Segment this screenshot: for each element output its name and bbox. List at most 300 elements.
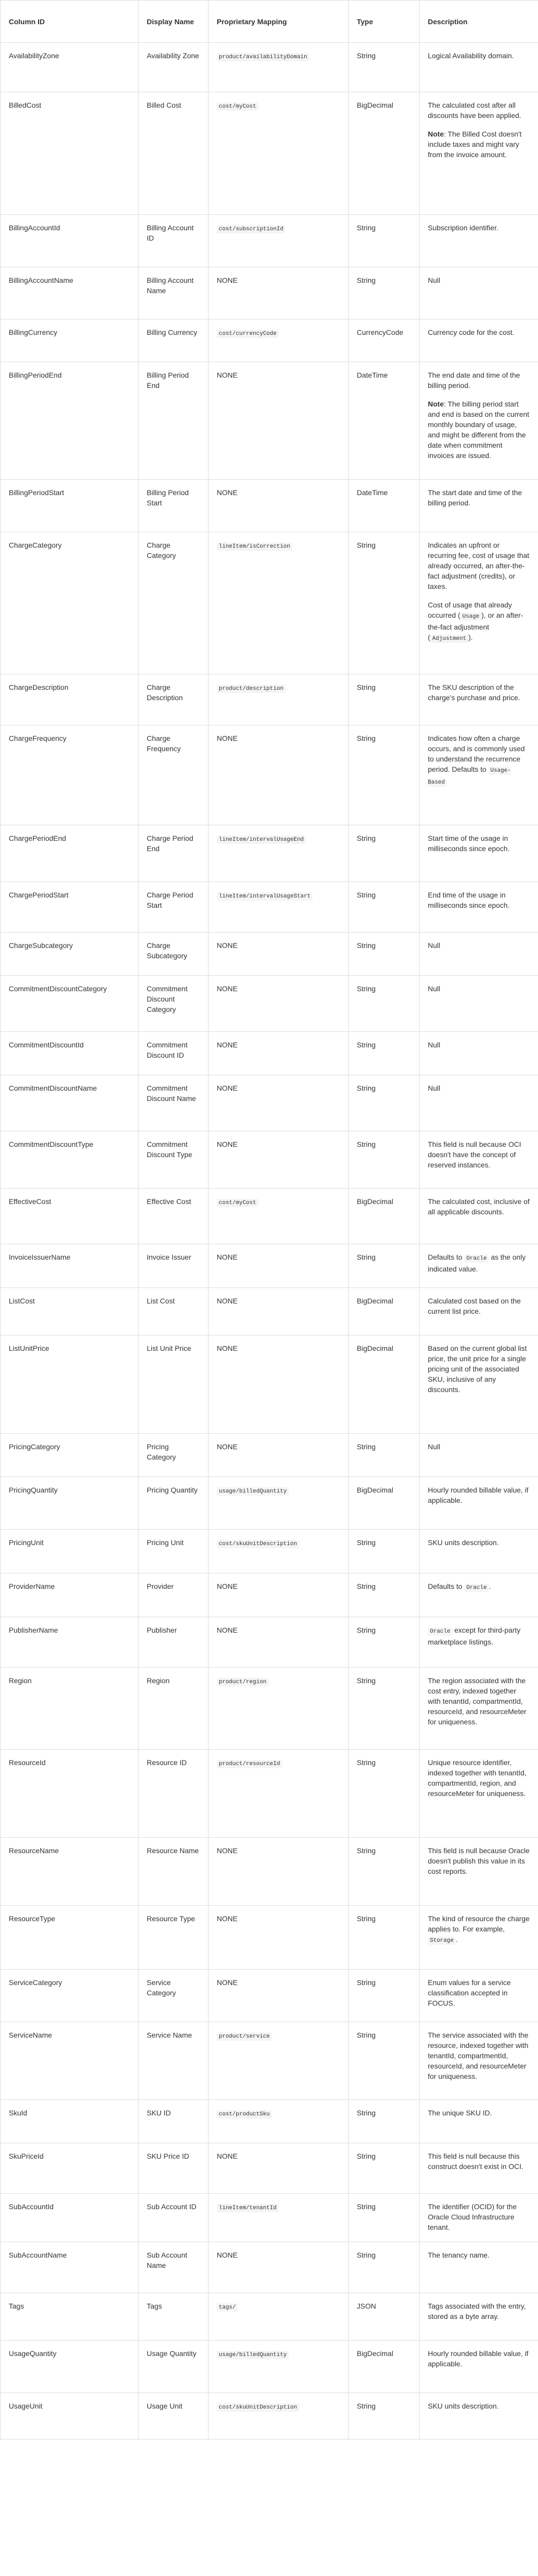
text-run: This field is null because OCI doesn't have the concept of reserved instances.	[428, 1140, 522, 1169]
description-cell	[420, 1477, 538, 1530]
type-cell: BigDecimal	[349, 1477, 420, 1530]
display-name-cell: Commitment Discount Type	[138, 1131, 209, 1189]
column-id-cell: SkuId	[1, 2100, 138, 2143]
description-cell	[420, 1244, 538, 1288]
inline-code: cost/myCost	[217, 103, 258, 111]
inline-code: usage/billedQuantity	[217, 2351, 289, 2359]
type-cell: String	[349, 1970, 420, 2022]
text-run: Logical Availability domain.	[428, 52, 514, 60]
description-cell	[420, 1750, 538, 1838]
type-cell: BigDecimal	[349, 1335, 420, 1434]
description-cell	[420, 1189, 538, 1244]
display-name-cell: SKU ID	[138, 2100, 209, 2143]
table-row	[1, 1434, 538, 1477]
text-run: .	[489, 1582, 491, 1590]
text-run: :	[444, 130, 448, 138]
column-id-cell: ChargePeriodEnd	[1, 825, 138, 882]
display-name-cell: Provider	[138, 1573, 209, 1617]
table-row	[1, 2194, 538, 2242]
description-paragraph	[428, 1343, 530, 1395]
description-paragraph	[428, 370, 530, 391]
header-display-name: Display Name	[138, 1, 209, 43]
description-paragraph	[428, 1625, 530, 1647]
description-paragraph	[428, 1485, 530, 1505]
table-row	[1, 933, 538, 976]
inline-code: lineItem/isCorrection	[217, 543, 292, 551]
display-name-cell: Billed Cost	[138, 92, 209, 215]
table-row	[1, 2293, 538, 2341]
proprietary-mapping-cell: NONE	[209, 725, 349, 825]
description-cell	[420, 933, 538, 976]
description-cell	[420, 1838, 538, 1906]
text-run: The Billed Cost doesn't include taxes and might vary from the invoice amount.	[428, 130, 522, 159]
table-row	[1, 2100, 538, 2143]
description-cell	[420, 2341, 538, 2393]
column-id-cell: AvailabilityZone	[1, 43, 138, 92]
text-run: Indicates an upfront or recurring fee, cost of usage that already occurred, an after-the-fact adjustment (credits), or taxes.	[428, 541, 529, 590]
type-cell: String	[349, 2242, 420, 2293]
type-cell: String	[349, 2393, 420, 2439]
description-paragraph	[428, 1083, 530, 1093]
description-paragraph	[428, 940, 530, 951]
inline-code: lineItem/tenantId	[217, 2204, 279, 2212]
description-paragraph	[428, 890, 530, 910]
table-row	[1, 976, 538, 1032]
inline-code: Oracle	[464, 1584, 489, 1592]
text-run: as the only indicated value.	[428, 1253, 526, 1273]
type-cell: CurrencyCode	[349, 319, 420, 362]
description-cell	[420, 1032, 538, 1075]
column-id-cell: BillingAccountName	[1, 267, 138, 319]
display-name-cell: Commitment Discount Name	[138, 1075, 209, 1131]
description-paragraph	[428, 1757, 530, 1799]
header-column-id: Column ID	[1, 1, 138, 43]
inline-code: cost/currencyCode	[217, 330, 279, 338]
table-row	[1, 1970, 538, 2022]
text-run: The billing period start and end is based on the current monthly boundary of usage, and might be different from the date when commitment invoices are issued.	[428, 400, 529, 460]
note-paragraph	[428, 399, 530, 461]
inline-code: Usage	[460, 613, 481, 621]
proprietary-mapping-cell: NONE	[209, 1288, 349, 1335]
table-row	[1, 1668, 538, 1750]
display-name-cell: Commitment Discount Category	[138, 976, 209, 1032]
table-row	[1, 1573, 538, 1617]
inline-code: cost/skuUnitDescription	[217, 1540, 299, 1548]
display-name-cell: Sub Account Name	[138, 2242, 209, 2293]
table-row	[1, 1288, 538, 1335]
display-name-cell: Billing Period End	[138, 362, 209, 480]
description-paragraph	[428, 1581, 530, 1593]
proprietary-mapping-cell: NONE	[209, 1838, 349, 1906]
display-name-cell: Resource Type	[138, 1906, 209, 1970]
text-run: The tenancy name.	[428, 2251, 490, 2259]
description-paragraph	[428, 1196, 530, 1217]
display-name-cell: Usage Quantity	[138, 2341, 209, 2393]
description-paragraph	[428, 50, 530, 61]
proprietary-mapping-cell: NONE	[209, 1906, 349, 1970]
column-id-cell: EffectiveCost	[1, 1189, 138, 1244]
table-row	[1, 92, 538, 215]
description-paragraph	[428, 275, 530, 285]
text-run: Based on the current global list price, the unit price for a single pricing unit of the associated SKU, inclusive of any discounts.	[428, 1344, 527, 1394]
column-id-cell: PricingQuantity	[1, 1477, 138, 1530]
table-row	[1, 1131, 538, 1189]
inline-code: lineItem/intervalUsageStart	[217, 892, 313, 901]
display-name-cell: Sub Account ID	[138, 2194, 209, 2242]
type-cell: String	[349, 215, 420, 267]
proprietary-mapping-cell	[209, 215, 349, 267]
column-id-cell: CommitmentDiscountType	[1, 1131, 138, 1189]
table-row	[1, 725, 538, 825]
type-cell: String	[349, 2022, 420, 2100]
description-paragraph	[428, 1139, 530, 1170]
table-row	[1, 1617, 538, 1668]
table-header-row	[1, 1, 538, 43]
type-cell: String	[349, 1434, 420, 1477]
text-run: Calculated cost based on the current list price.	[428, 1297, 521, 1315]
description-cell	[420, 976, 538, 1032]
proprietary-mapping-cell: NONE	[209, 1970, 349, 2022]
column-id-cell: BilledCost	[1, 92, 138, 215]
display-name-cell: Tags	[138, 2293, 209, 2341]
table-row	[1, 1530, 538, 1573]
type-cell: String	[349, 267, 420, 319]
proprietary-mapping-cell	[209, 1189, 349, 1244]
description-cell	[420, 2022, 538, 2100]
type-cell: BigDecimal	[349, 1189, 420, 1244]
description-paragraph	[428, 327, 530, 337]
table-row	[1, 43, 538, 92]
note-label: Note	[428, 400, 444, 408]
column-id-cell: ResourceName	[1, 1838, 138, 1906]
description-cell	[420, 2194, 538, 2242]
display-name-cell: Charge Frequency	[138, 725, 209, 825]
text-run: Null	[428, 1041, 441, 1049]
display-name-cell: Billing Account Name	[138, 267, 209, 319]
display-name-cell: Service Name	[138, 2022, 209, 2100]
proprietary-mapping-cell: NONE	[209, 1335, 349, 1434]
text-run: ), or an after-the-fact adjustment (	[428, 611, 523, 641]
display-name-cell: List Unit Price	[138, 1335, 209, 1434]
column-id-cell: CommitmentDiscountId	[1, 1032, 138, 1075]
table-row	[1, 1838, 538, 1906]
type-cell: String	[349, 1075, 420, 1131]
proprietary-mapping-cell: NONE	[209, 480, 349, 532]
type-cell: String	[349, 674, 420, 725]
proprietary-mapping-cell: NONE	[209, 2143, 349, 2194]
table-row	[1, 1244, 538, 1288]
proprietary-mapping-cell: NONE	[209, 267, 349, 319]
description-paragraph	[428, 1675, 530, 1727]
type-cell: String	[349, 933, 420, 976]
proprietary-mapping-cell	[209, 92, 349, 215]
table-row	[1, 1189, 538, 1244]
column-id-cell: ChargeSubcategory	[1, 933, 138, 976]
inline-code: Storage	[428, 1937, 456, 1945]
inline-code: cost/subscriptionId	[217, 225, 285, 233]
type-cell: String	[349, 1750, 420, 1838]
description-paragraph	[428, 1252, 530, 1274]
text-run: The region associated with the cost entry, indexed together with tenantId, compartmentId, resourceId, and resourceMeter for uniqueness.	[428, 1676, 527, 1726]
inline-code: product/resourceId	[217, 1760, 282, 1768]
text-run: SKU units description.	[428, 1538, 499, 1547]
text-run: Subscription identifier.	[428, 224, 498, 232]
type-cell: String	[349, 1573, 420, 1617]
description-cell	[420, 674, 538, 725]
type-cell: String	[349, 1668, 420, 1750]
text-run: Start time of the usage in milliseconds since epoch.	[428, 834, 510, 853]
type-cell: String	[349, 43, 420, 92]
description-paragraph	[428, 540, 530, 591]
proprietary-mapping-cell: NONE	[209, 2242, 349, 2293]
column-id-cell: Tags	[1, 2293, 138, 2341]
description-paragraph	[428, 600, 530, 644]
table-row	[1, 319, 538, 362]
display-name-cell: Billing Period Start	[138, 480, 209, 532]
display-name-cell: Service Category	[138, 1970, 209, 2022]
type-cell: String	[349, 1530, 420, 1573]
type-cell: String	[349, 825, 420, 882]
type-cell: String	[349, 2100, 420, 2143]
description-cell	[420, 319, 538, 362]
type-cell: DateTime	[349, 362, 420, 480]
type-cell: String	[349, 882, 420, 933]
display-name-cell: Availability Zone	[138, 43, 209, 92]
proprietary-mapping-cell	[209, 1668, 349, 1750]
text-run: Null	[428, 941, 441, 950]
display-name-cell: Charge Category	[138, 532, 209, 674]
column-id-cell: ServiceCategory	[1, 1970, 138, 2022]
note-paragraph	[428, 129, 530, 160]
inline-code: Oracle	[464, 1255, 489, 1263]
text-run: This field is null because this construct doesn't exist in OCI.	[428, 2152, 524, 2171]
description-cell	[420, 2143, 538, 2194]
column-id-cell: ProviderName	[1, 1573, 138, 1617]
description-paragraph	[428, 1040, 530, 1050]
type-cell: String	[349, 2143, 420, 2194]
table-row	[1, 267, 538, 319]
description-paragraph	[428, 2151, 530, 2172]
proprietary-mapping-cell	[209, 882, 349, 933]
proprietary-mapping-cell: NONE	[209, 1573, 349, 1617]
inline-code: product/region	[217, 1678, 268, 1686]
description-cell	[420, 1075, 538, 1131]
proprietary-mapping-cell	[209, 2194, 349, 2242]
description-cell	[420, 43, 538, 92]
display-name-cell: SKU Price ID	[138, 2143, 209, 2194]
column-id-cell: ResourceId	[1, 1750, 138, 1838]
column-id-cell: BillingPeriodEnd	[1, 362, 138, 480]
description-cell	[420, 1335, 538, 1434]
description-paragraph	[428, 682, 530, 703]
column-id-cell: ChargeDescription	[1, 674, 138, 725]
type-cell: String	[349, 976, 420, 1032]
description-paragraph	[428, 2250, 530, 2260]
column-id-cell: SubAccountId	[1, 2194, 138, 2242]
type-cell: BigDecimal	[349, 1288, 420, 1335]
description-cell	[420, 1573, 538, 1617]
text-run: The service associated with the resource, indexed together with tenantId, compartmentId, resourceId, and resourceMeter for uniqueness.	[428, 2031, 529, 2080]
description-cell	[420, 2293, 538, 2341]
description-paragraph	[428, 1296, 530, 1316]
type-cell: BigDecimal	[349, 2341, 420, 2393]
display-name-cell: Billing Account ID	[138, 215, 209, 267]
description-cell	[420, 1668, 538, 1750]
description-cell	[420, 480, 538, 532]
description-paragraph	[428, 2348, 530, 2369]
text-run: except for third-party marketplace listings.	[428, 1626, 520, 1646]
table-row	[1, 2341, 538, 2393]
description-cell	[420, 1434, 538, 1477]
description-paragraph	[428, 733, 530, 788]
display-name-cell: Resource ID	[138, 1750, 209, 1838]
type-cell: String	[349, 725, 420, 825]
header-description: Description	[420, 1, 538, 43]
proprietary-mapping-cell	[209, 1530, 349, 1573]
table-row	[1, 1750, 538, 1838]
column-id-cell: UsageUnit	[1, 2393, 138, 2439]
table-row	[1, 2143, 538, 2194]
display-name-cell: Charge Subcategory	[138, 933, 209, 976]
column-id-cell: ListUnitPrice	[1, 1335, 138, 1434]
table-row	[1, 480, 538, 532]
description-cell	[420, 2242, 538, 2293]
description-cell	[420, 532, 538, 674]
proprietary-mapping-cell: NONE	[209, 1434, 349, 1477]
proprietary-mapping-cell: NONE	[209, 1131, 349, 1189]
description-cell	[420, 267, 538, 319]
column-id-cell: BillingCurrency	[1, 319, 138, 362]
description-cell	[420, 1617, 538, 1668]
column-id-cell: ServiceName	[1, 2022, 138, 2100]
table-row	[1, 882, 538, 933]
display-name-cell: Commitment Discount ID	[138, 1032, 209, 1075]
inline-code: lineItem/intervalUsageEnd	[217, 836, 306, 844]
text-run: Null	[428, 1443, 441, 1451]
text-run: Defaults to	[428, 1582, 464, 1590]
text-run: Tags associated with the entry, stored as a byte array.	[428, 2302, 526, 2320]
table-row	[1, 2393, 538, 2439]
column-id-cell: PublisherName	[1, 1617, 138, 1668]
inline-code: cost/skuUnitDescription	[217, 2403, 299, 2412]
text-run: SKU units description.	[428, 2402, 499, 2410]
inline-code: usage/billedQuantity	[217, 1487, 289, 1496]
description-cell	[420, 1530, 538, 1573]
table-row	[1, 825, 538, 882]
inline-code: tags/	[217, 2303, 238, 2312]
description-paragraph	[428, 2401, 530, 2411]
header-type: Type	[349, 1, 420, 43]
column-id-cell: InvoiceIssuerName	[1, 1244, 138, 1288]
description-cell	[420, 215, 538, 267]
text-run: End time of the usage in milliseconds since epoch.	[428, 891, 510, 909]
display-name-cell: Effective Cost	[138, 1189, 209, 1244]
type-cell: String	[349, 1617, 420, 1668]
inline-code: cost/myCost	[217, 1199, 258, 1207]
table-row	[1, 2022, 538, 2100]
display-name-cell: Pricing Category	[138, 1434, 209, 1477]
text-run: Null	[428, 1084, 441, 1092]
table-row	[1, 1477, 538, 1530]
table-row	[1, 2242, 538, 2293]
proprietary-mapping-cell: NONE	[209, 1075, 349, 1131]
proprietary-mapping-cell: NONE	[209, 362, 349, 480]
proprietary-mapping-cell: NONE	[209, 933, 349, 976]
display-name-cell: List Cost	[138, 1288, 209, 1335]
description-cell	[420, 1131, 538, 1189]
text-run: This field is null because Oracle doesn't publish this value in its cost reports.	[428, 1846, 530, 1875]
text-run: The calculated cost after all discounts have been applied.	[428, 101, 522, 120]
proprietary-mapping-cell	[209, 532, 349, 674]
table-row	[1, 1335, 538, 1434]
proprietary-mapping-cell	[209, 2293, 349, 2341]
column-id-cell: CommitmentDiscountCategory	[1, 976, 138, 1032]
text-run: Hourly rounded billable value, if applicable.	[428, 1486, 529, 1504]
display-name-cell: Usage Unit	[138, 2393, 209, 2439]
display-name-cell: Invoice Issuer	[138, 1244, 209, 1288]
display-name-cell: Publisher	[138, 1617, 209, 1668]
column-id-cell: Region	[1, 1668, 138, 1750]
type-cell: String	[349, 1131, 420, 1189]
text-run: The calculated cost, inclusive of all applicable discounts.	[428, 1197, 530, 1216]
proprietary-mapping-cell	[209, 674, 349, 725]
description-paragraph	[428, 2030, 530, 2081]
description-paragraph	[428, 2301, 530, 2321]
type-cell: DateTime	[349, 480, 420, 532]
inline-code: product/service	[217, 2032, 272, 2041]
table-row	[1, 215, 538, 267]
description-paragraph	[428, 2201, 530, 2232]
proprietary-mapping-cell: NONE	[209, 976, 349, 1032]
display-name-cell: Charge Period Start	[138, 882, 209, 933]
table-row	[1, 532, 538, 674]
proprietary-mapping-cell	[209, 2100, 349, 2143]
column-id-cell: SubAccountName	[1, 2242, 138, 2293]
text-run: The end date and time of the billing period.	[428, 371, 520, 389]
description-cell	[420, 725, 538, 825]
column-id-cell: ChargeCategory	[1, 532, 138, 674]
table-body	[1, 43, 538, 2439]
column-id-cell: PricingCategory	[1, 1434, 138, 1477]
description-paragraph	[428, 100, 530, 121]
type-cell: String	[349, 1032, 420, 1075]
display-name-cell: Pricing Quantity	[138, 1477, 209, 1530]
column-id-cell: ChargeFrequency	[1, 725, 138, 825]
proprietary-mapping-cell	[209, 319, 349, 362]
text-run: Unique resource identifier, indexed together with tenantId, compartmentId, region, and resourceMeter for uniqueness.	[428, 1758, 527, 1798]
text-run	[487, 765, 489, 773]
type-cell: String	[349, 1906, 420, 1970]
inline-code: Oracle	[428, 1628, 453, 1636]
text-run: Indicates how often a charge occurs, and is commonly used to understand the recurrence period. Defaults to	[428, 734, 525, 773]
description-cell	[420, 882, 538, 933]
description-paragraph	[428, 2108, 530, 2118]
text-run: Null	[428, 985, 441, 993]
description-paragraph	[428, 1442, 530, 1452]
description-cell	[420, 2393, 538, 2439]
text-run: ).	[468, 633, 473, 641]
display-name-cell: Charge Description	[138, 674, 209, 725]
column-id-cell: SkuPriceId	[1, 2143, 138, 2194]
inline-code: Adjustment	[430, 635, 468, 643]
text-run: The kind of resource the charge applies to. For example,	[428, 1914, 530, 1933]
proprietary-mapping-cell	[209, 1477, 349, 1530]
description-paragraph	[428, 487, 530, 508]
text-run: Enum values for a service classification accepted in FOCUS.	[428, 1978, 511, 2007]
description-paragraph	[428, 1537, 530, 1548]
type-cell: BigDecimal	[349, 92, 420, 215]
description-paragraph	[428, 984, 530, 994]
